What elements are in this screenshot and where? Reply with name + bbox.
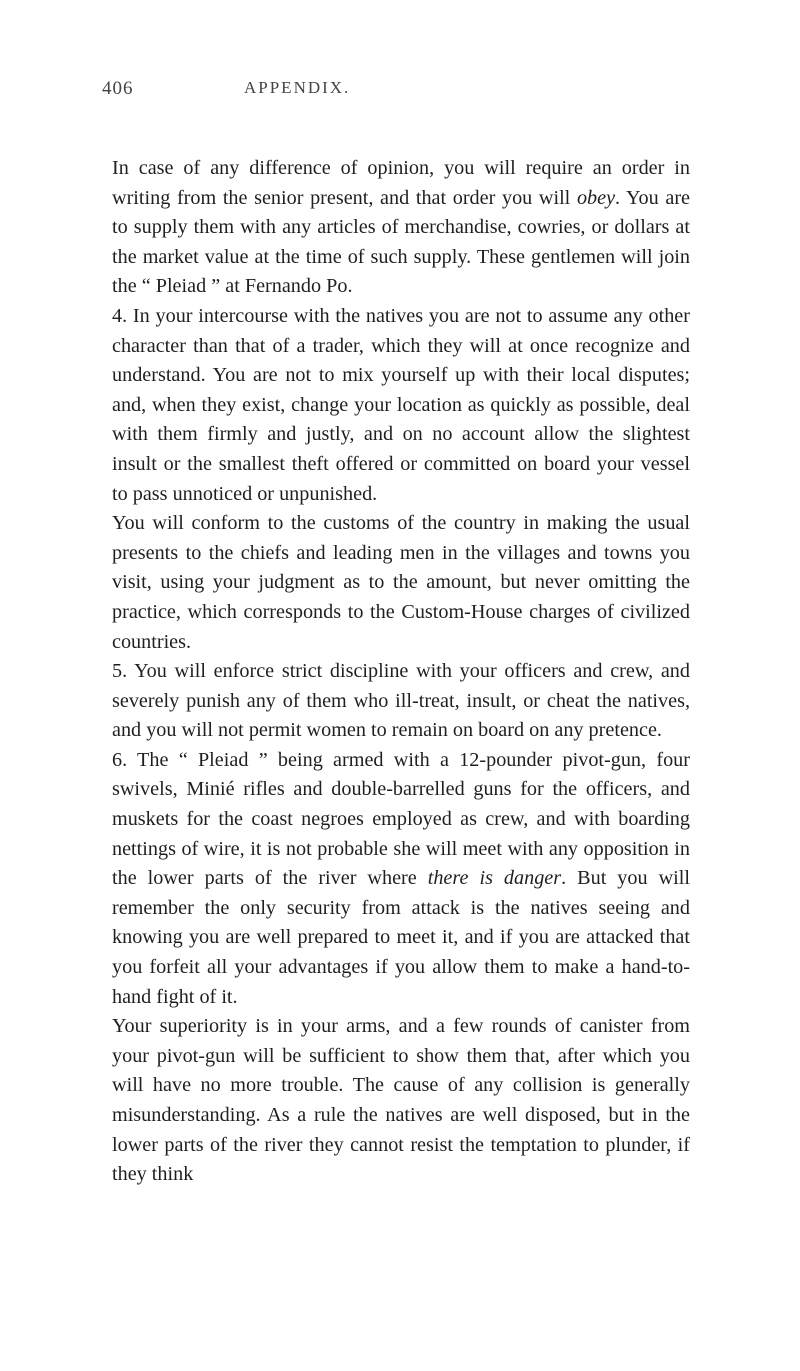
emphasis: obey [576, 186, 616, 209]
page-number: 406 [102, 78, 134, 99]
book-page [102, 78, 690, 1190]
body-text [112, 154, 690, 1190]
paragraph: Your superiority is in your arms, and a few rounds of canister from your pivot-gun will be sufficient to show them that, after which you will have no more trouble. The cause of any collision is generally misunderstanding. As a rule the natives are well disposed, but in the lower parts of the river they cannot resist the temptation to plunder, if they think [112, 1015, 690, 1186]
running-title: APPENDIX. [244, 78, 351, 97]
paragraph: 5. You will enforce strict discipline with your officers and crew, and severely punish any of them who ill-treat, insult, or cheat the natives, and you will not permit women to remain on board on any pretence. [112, 660, 690, 742]
paragraph: You will conform to the customs of the country in making the usual presents to the chiefs and leading men in the villages and towns you visit, using your judgment as to the amount, but never omitting the practice, which corresponds to the Custom-House charges of civilized countries. [112, 512, 690, 653]
running-header [102, 78, 690, 108]
emphasis: there is danger [427, 867, 562, 890]
paragraph: In case of any difference of opinion, you will require an order in writing from the senior present, and that order you will obey. You are to supply them with any articles of merchandise, cowries, or dollars at the market value at the time of such supply. These gentlemen will join the “ Pleiad ” at Fernando Po. [112, 157, 690, 298]
paragraph: 6. The “ Pleiad ” being armed with a 12-pounder pivot-gun, four swivels, Minié rifles and double-barrelled guns for the officers, and muskets for the coast negroes employed as crew, and with boarding nettings of wire, it is not probable she will meet with any opposition in the lower parts of the river where there is danger. But you will remember the only security from attack is the natives seeing and knowing you are well prepared to meet it, and if you are attacked that you forfeit all your advantages if you allow them to make a hand-to-hand fight of it. [112, 748, 690, 1008]
paragraph: 4. In your intercourse with the natives you are not to assume any other character than that of a trader, which they will at once recognize and understand. You are not to mix yourself up with their local disputes; and, when they exist, change your location as quickly as possible, deal with them firmly and justly, and on no account allow the slightest insult or the smallest theft offered or committed on board your vessel to pass unnoticed or unpunished. [112, 304, 690, 505]
